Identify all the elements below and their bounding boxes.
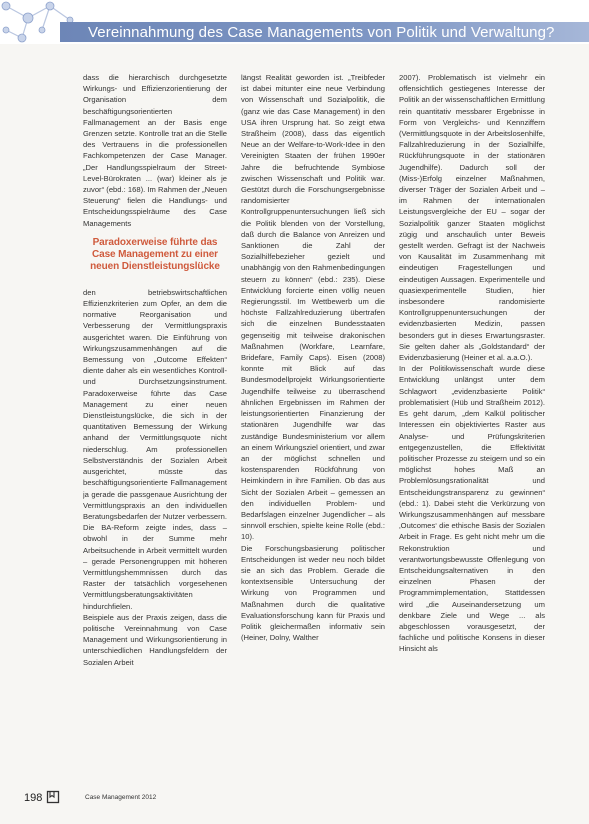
paragraph: Die Forschungsbasierung politischer Entscheidungen ist weder neu noch bildet sie an sich das Problem. Gerade die kontextsensible Untersuchung der Wirkung von Programmen und Maßnahmen durch die qualitative Evaluationsforschung kann für Praxis und Politik gleichermaßen informativ sein (Heiner, Dolny, Walther xyxy=(241,543,385,643)
paragraph: In der Politikwissenschaft wurde diese Entwicklung unlängst unter dem Schlagwort „evidenzbasierte Politik“ problematisiert (Hüb und Straßheim 2012). Es geht darum, „dem Kalkül politischer Interessen ein objektiviertes Raster aus Analyse- und Prüfungskriterien entgegenzustellen, die Effektivität politischer Prozesse zu steigern und so ein möglichst hohes Maß an Problemlösungsrationalität und Entscheidungstransparenz zu gewinnen“ (ebd.: 1). Dabei steht die Verkürzung von Wirkungszusammenhängen auf messbare ‚Outcomes‘ die ethische Basis der Sozialen Arbeit in Frage. Es geht nicht mehr um die Rekonstruktion und verantwortungsbewusste Offenlegung von Entscheidungsalternativen in den einzelnen Phasen der Programmimplementation, Stattdessen wird „die Auseinandersetzung um denkbare Ziele und Wege ... als abgeschlossen vorausgesetzt, der fachliche und politische Konsens in dieser Hinsicht als xyxy=(399,364,545,654)
text-column-3 xyxy=(399,72,545,772)
text-column-1 xyxy=(83,72,227,772)
paragraph: dass die hierarchisch durchgesetzte Wirkungs- und Effizienzorientierung der Organisation dem beschäftigungsorientierten Fallmanagement an der Basis enge Grenzen setzte. Kontrolle trat an die Stelle des Vertrauens in die professionellen Fachkompetenzen der Case Manager. „Der Handlungsspielraum der Street-Level-Bürokraten ... (war) kleiner als je zuvor“ (ebd.: 168). Im Rahmen der „Neuen Steuerung“ fielen die Handlungs- und Entscheidungsspielräume des Case Managements xyxy=(83,73,227,228)
page-header xyxy=(0,0,589,44)
journal-name: Case Management 2012 xyxy=(85,794,157,801)
pull-quote: Paradoxerweise führte das Case Management zu einer neuen Dienstleistungslücke xyxy=(90,236,220,272)
bookmark-icon xyxy=(46,790,60,804)
paragraph: Beispiele aus der Praxis zeigen, dass die politische Vereinnahmung von Case Management und Wirkungsorientierung in unterschiedlichen Handlungsfeldern der Sozialen Arbeit xyxy=(83,612,227,667)
page-number: 198 xyxy=(24,792,43,804)
paragraph: den betriebswirtschaftlichen Effizienzkriterien zum Opfer, an dem die normative Reorganisation und Verbesserung der Vermittlungspraxis ausgerichtet waren. Die Einführung von Wirkungszusammenhängen auf die Bemessung von „Outcome Effekten“ diente daher als ein wesentliches Kontroll- und Durchsetzungsinstrument. Paradoxerweise führte das Case Management zu einer neuen Dienstleistungslücke, die sich in der quantitativen Bemessung der Wirkung anhand der Vermittlungsquote nicht niederschlug. Am professionellen Selbstverständnis der Sozialen Arbeit ausgerichtet, müsste das beschäftigungsorientierte Fallmanagement ja gerade die passgenaue Ausrichtung der Vermittlungspraxis an den individuellen Beratungsbedarfen der Nutzer verbessern. Die BA-Reform zeigte indes, dass – obwohl in der Summe mehr Arbeitsuchende in Arbeit vermittelt wurden – gerade Personengruppen mit höheren Vermittlungshemmnissen durch das Raster der tatsächlich vorgesehenen Vermittlungsberatungsaktivitäten hindurchfielen. xyxy=(83,287,227,611)
paragraph: 2007). Problematisch ist vielmehr ein offensichtlich gestiegenes Interesse der Politik an der wissenschaftlichen Ermittlung rein quantitativ messbarer Ergebnisse in Form von Vergleichs- und Kennziffern (Vermittlungsquote in der Arbeitslosenhilfe, Fallzahlreduzierung in der Sozialhilfe, Rückführungsquote in der stationären Jugendhilfe). Dadurch soll der (Miss-)Erfolg einzelner Maßnahmen, diverser Träger der Sozialen Arbeit und – im Rahmen der internationalen Leistungsvergleiche der EU – sogar der Sozialpolitik ganzer Staaten möglichst zügig und anschaulich unter Beweis gestellt werden. Gefragt ist der Nachweis von Kausalität im Zusammenhang mit eindeutigen Fragestellungen und eindeutigen Aussagen. Experimentelle und quasiexperimentelle Studien, hier insbesondere randomisierte Kontrollgruppenuntersuchungen der evidenzbasierten Medizin, passen besonders gut in dieses Erwartungsraster. Sie gelten daher als „Goldstandard“ der Evidenzbasierung (Heiner et al. a.a.O.). xyxy=(399,73,545,363)
paragraph: längst Realität geworden ist. „Treibfeder ist dabei mitunter eine neue Verbindung von Wissenschaft und Sozialpolitik, die (ganz wie das Case Management) in den USA ihren Ursprung hat. So zeigt etwa Straßheim (2008), dass das eigentlich Neue an der Welfare-to-Work-Idee in den Vereinigten Staaten der frühen 1990er Jahre die befruchtende Symbiose zwischen Wissenschaft und Politik war. Gestützt durch die Forschungsergebnisse randomisierter Kontrollgruppenuntersuchungen ließ sich die Politik blenden von der Vorstellung, daß durch die Balance von Anreizen und Sanktionen die Zahl der Sozialhilfebezieher gezielt und unabhängig von den Rahmenbedingungen steuern zu können“ (ebd.: 235). Diese Entwicklung forcierte einen völlig neuen Regierungsstil. Im Wettbewerb um die höchste Fallzahlreduzierung übertrafen sich die einzelnen Bundesstaaten gegenseitig mit teilweise drakonischen Maßnahmen (Workfare, Learnfare, Bridefare, Family Caps). Eisen (2008) konnte mit Blick auf das Bundesmodellprojekt Wirkungsorientierte Jugendhilfe teilweise zu überraschend ähnlichen Ergebnissen im Rahmen der leistungsorientierten Finanzierung der stationären Jugendhilfe war das zuständige Bundesministerium vor allem an einem Wirkungsziel orientiert, und zwar an der möglichst schnellen und kostensparenden Rückführung von Heimkindern in ihre Familien. Ob das aus Sicht der Sozialen Arbeit – gemessen an den individuellen Problem- und Bedarfslagen einzelner Jugendlicher – als sinnvoll erschien, spielte keine Rolle (ebd.: 10). xyxy=(241,73,385,542)
page-title: Vereinnahmung des Case Managements von Politik und Verwaltung? xyxy=(88,24,555,41)
text-column-2 xyxy=(241,72,385,772)
